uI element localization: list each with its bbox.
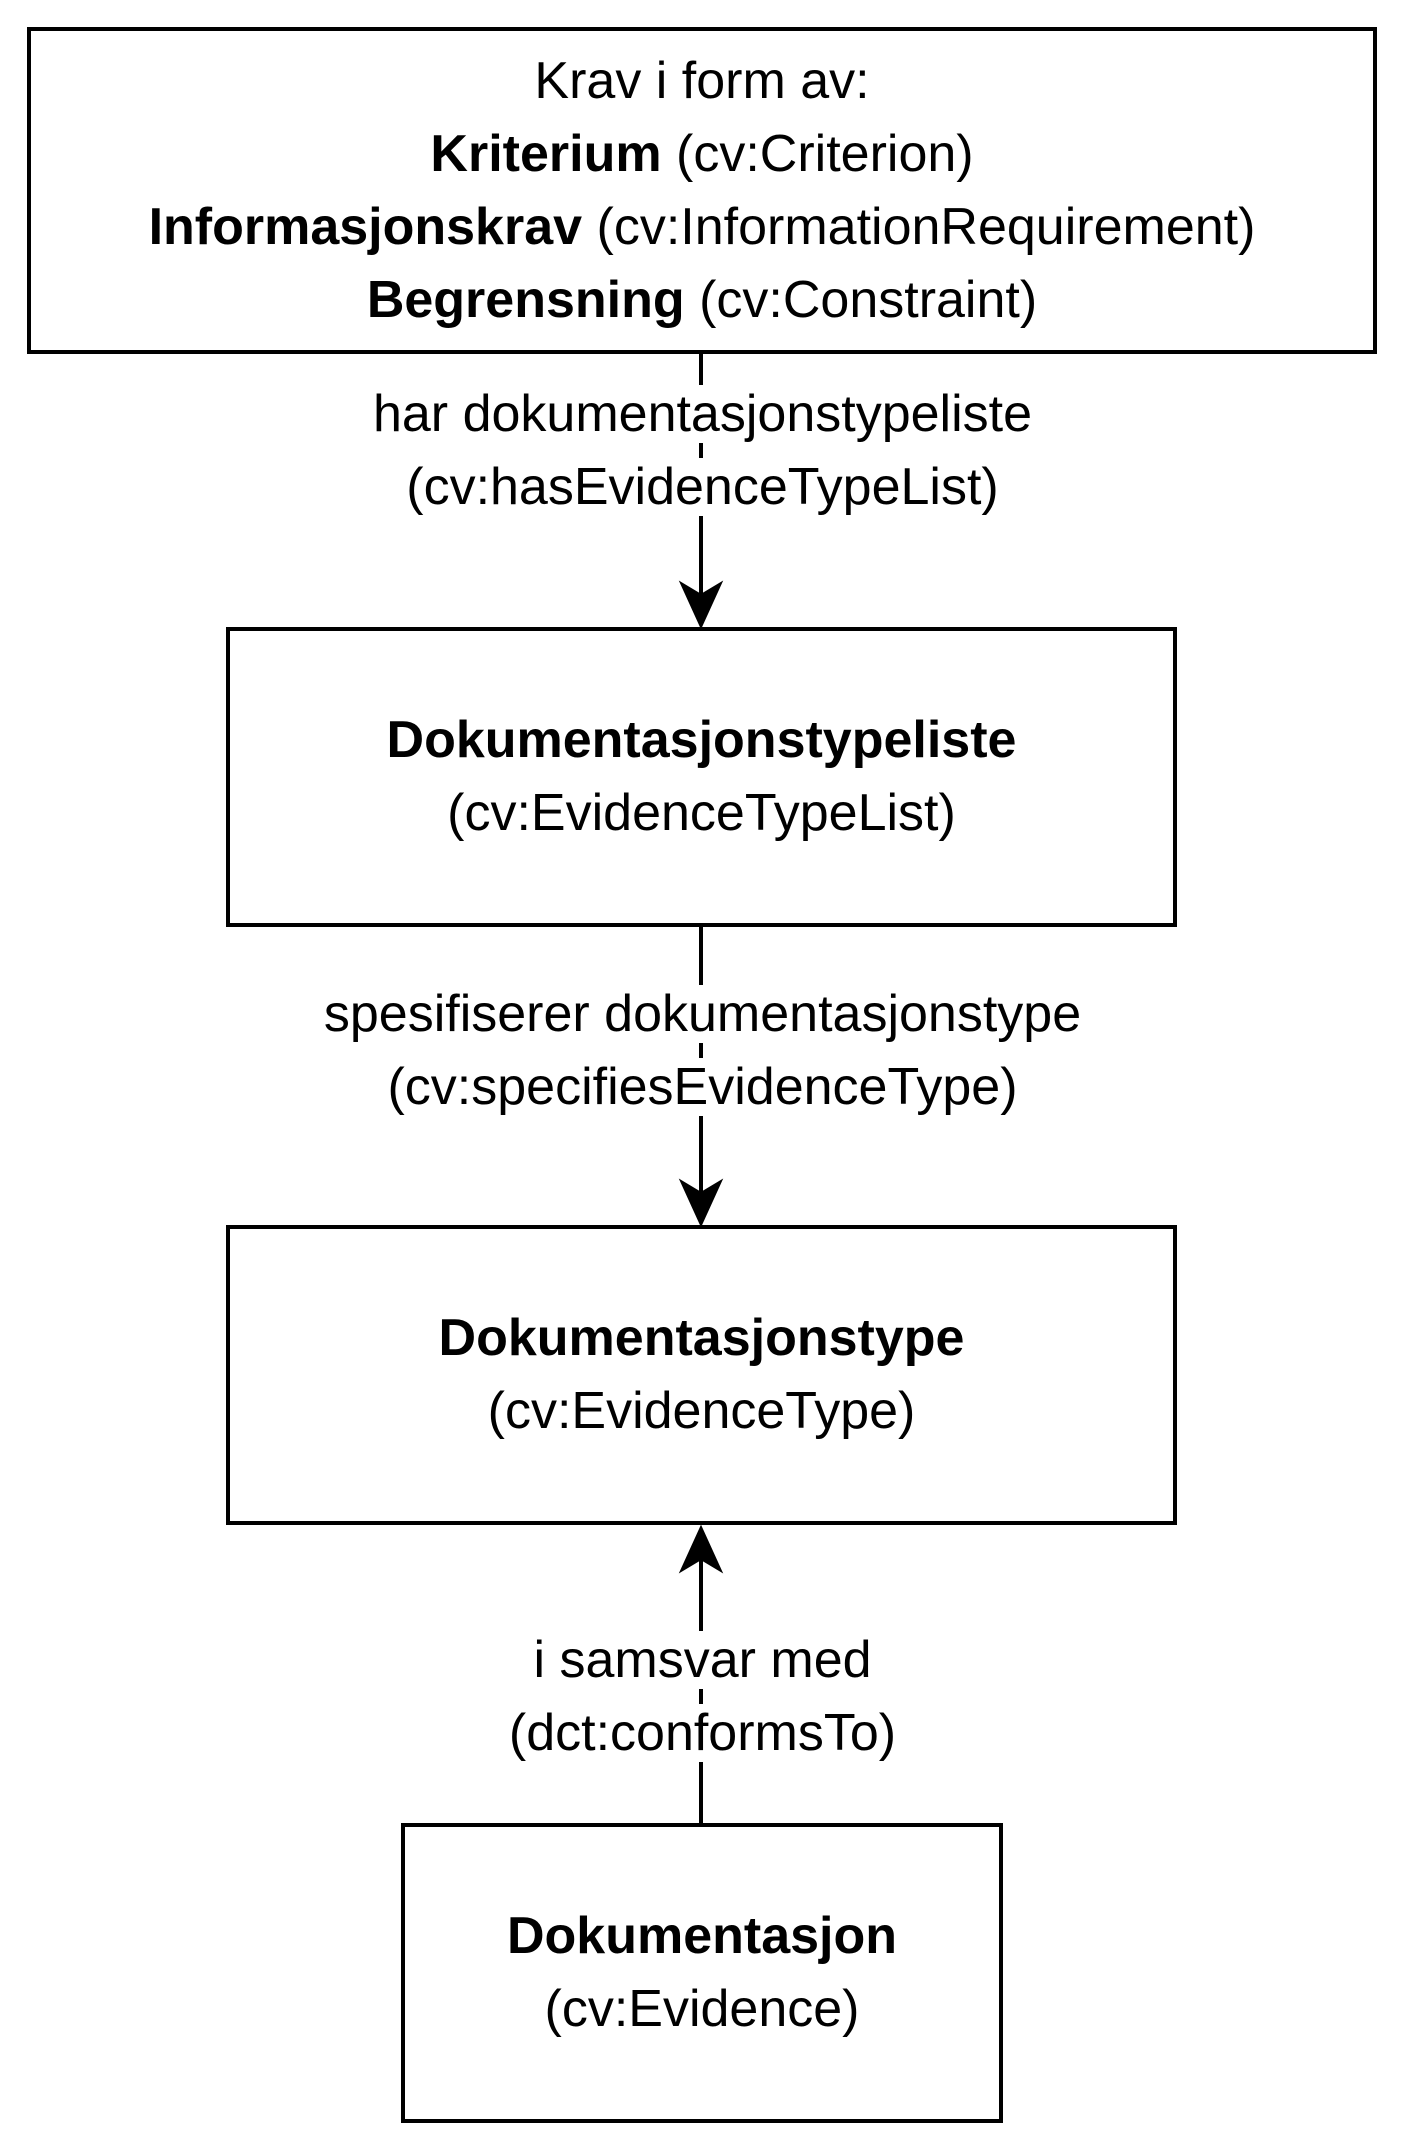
edge-label-uri: (cv:specifiesEvidenceType) bbox=[387, 1058, 1018, 1116]
requirement-term: Kriterium bbox=[430, 124, 662, 183]
evidence-box bbox=[401, 1823, 1003, 2123]
requirement-item-criterion bbox=[430, 118, 973, 191]
requirement-uri: (cv:Criterion) bbox=[676, 124, 974, 183]
evidence-type-list-uri: (cv:EvidenceTypeList) bbox=[447, 784, 956, 842]
requirement-term: Begrensning bbox=[366, 270, 685, 329]
edge-label-text: i samsvar med bbox=[533, 1631, 872, 1689]
edge-label-uri: (cv:hasEvidenceTypeList) bbox=[406, 458, 999, 516]
edge-label-has-evidence-type-list bbox=[0, 378, 1405, 524]
requirement-box bbox=[27, 27, 1377, 354]
evidence-term: Dokumentasjon bbox=[506, 1907, 898, 1965]
edge-label-specifies-evidence-type bbox=[0, 978, 1405, 1124]
requirement-term: Informasjonskrav bbox=[148, 197, 583, 256]
requirement-item-constraint bbox=[367, 264, 1037, 337]
edge-label-conforms-to bbox=[0, 1624, 1405, 1770]
evidence-type-term: Dokumentasjonstype bbox=[438, 1309, 965, 1367]
requirement-uri: (cv:Constraint) bbox=[699, 270, 1038, 329]
requirement-item-information-requirement bbox=[149, 191, 1256, 264]
edge-label-text: spesifiserer dokumentasjonstype bbox=[323, 985, 1082, 1043]
evidence-type-list-box bbox=[226, 627, 1177, 927]
evidence-type-box bbox=[226, 1225, 1177, 1525]
evidence-type-uri: (cv:EvidenceType) bbox=[487, 1382, 916, 1440]
requirement-intro: Krav i form av: bbox=[534, 51, 870, 110]
evidence-type-list-term: Dokumentasjonstypeliste bbox=[386, 711, 1017, 769]
edge-label-text: har dokumentasjonstypeliste bbox=[372, 385, 1033, 443]
edge-label-uri: (dct:conformsTo) bbox=[508, 1704, 897, 1762]
requirement-uri: (cv:InformationRequirement) bbox=[596, 197, 1256, 256]
evidence-uri: (cv:Evidence) bbox=[544, 1980, 860, 2038]
